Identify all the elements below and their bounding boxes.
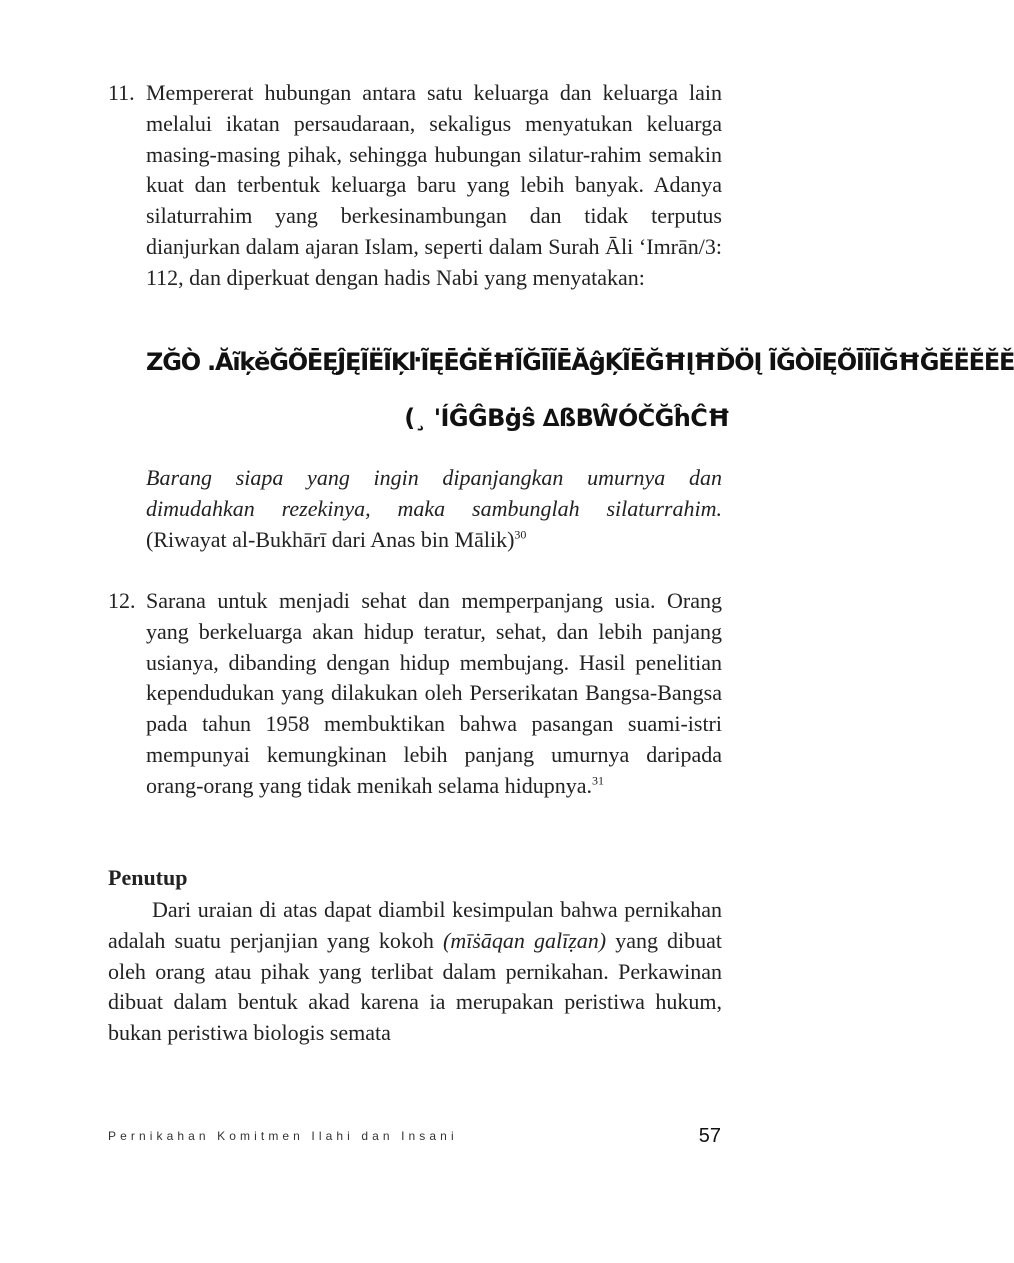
footnote-marker-31: 31	[591, 773, 604, 788]
translation-source: (Riwayat al-Bukhārī dari Anas bin Mālik)	[146, 526, 515, 552]
footnote-marker-30: 30	[514, 527, 527, 542]
hadith-translation	[146, 463, 722, 555]
translation-text: Barang siapa yang ingin dipanjangkan umurnya dan dimudahkan rezekinya, maka sambunglah silaturrahim.	[146, 465, 722, 521]
list-item-number: 11.	[108, 80, 135, 105]
list-item-text: Sarana untuk menjadi sehat dan memperpanjang usia. Orang yang berkeluarga akan hidup teratur, sehat, dan lebih panjang usianya, dibanding dengan hidup membujang. Hasil penelitian kependudukan yang dilakukan oleh Perserikatan Bangsa-Bangsa pada tahun 1958 membuktikan bahwa pasangan suami-istri mempunyai kemungkinan lebih panjang umurnya daripada orang-orang yang tidak menikah selama hidupnya.$^{31}$	[146, 588, 722, 798]
list-item-text: Mempererat hubungan antara satu keluarga dan keluarga lain melalui ikatan persaudaraan, sekaligus menyatukan keluarga masing-masing pihak, sehingga hubungan silatur-rahim semakin kuat dan terbentuk keluarga baru yang lebih banyak. Adanya silaturrahim yang berkesinambungan dan tidak terputus dianjurkan dalam ajaran Islam, seperti dalam Surah Āli ‘Imrān/3: 112, dan diperkuat dengan hadis Nabi yang menyatakan:	[146, 80, 722, 290]
arabic-hadith-line-1: ZĞÒ .ĂĩķĕĞÕĒĘĴĘĨËĨĶŀĨĘĒĠĚĦĨĞĪĨĒĂĝĶĨĒĞĦĮĦĎÖĮ ĨĞÒĪĘÕĪĨĪĞĦĞĚËĚĚĚ	[146, 348, 1014, 376]
arabic-hadith-line-2: (¸ 'ÍĜĜBġŝ ∆ßBŴÓČĞĥĈĦ	[404, 404, 730, 432]
list-item-12	[108, 586, 722, 802]
page-number: 57	[698, 1125, 721, 1147]
section-heading: Penutup	[108, 865, 188, 890]
arabic-term: (mīṡāqan galīẓan)	[443, 927, 607, 953]
list-item-11	[108, 78, 722, 294]
list-item-number: 12.	[108, 588, 136, 613]
closing-paragraph: Dari uraian di atas dapat diambil kesimpulan bahwa pernikahan adalah suatu perjanjian yang kokoh (mīṡāqan galīẓan) yang dibuat oleh orang atau pihak yang terlibat dalam pernikahan. Perkawinan dibuat dalam bentuk akad karena ia merupakan peristiwa hukum, bukan peristiwa biologis semata	[108, 897, 723, 1046]
running-footer-title: Pernikahan Komitmen Ilahi dan Insani	[108, 1129, 458, 1143]
